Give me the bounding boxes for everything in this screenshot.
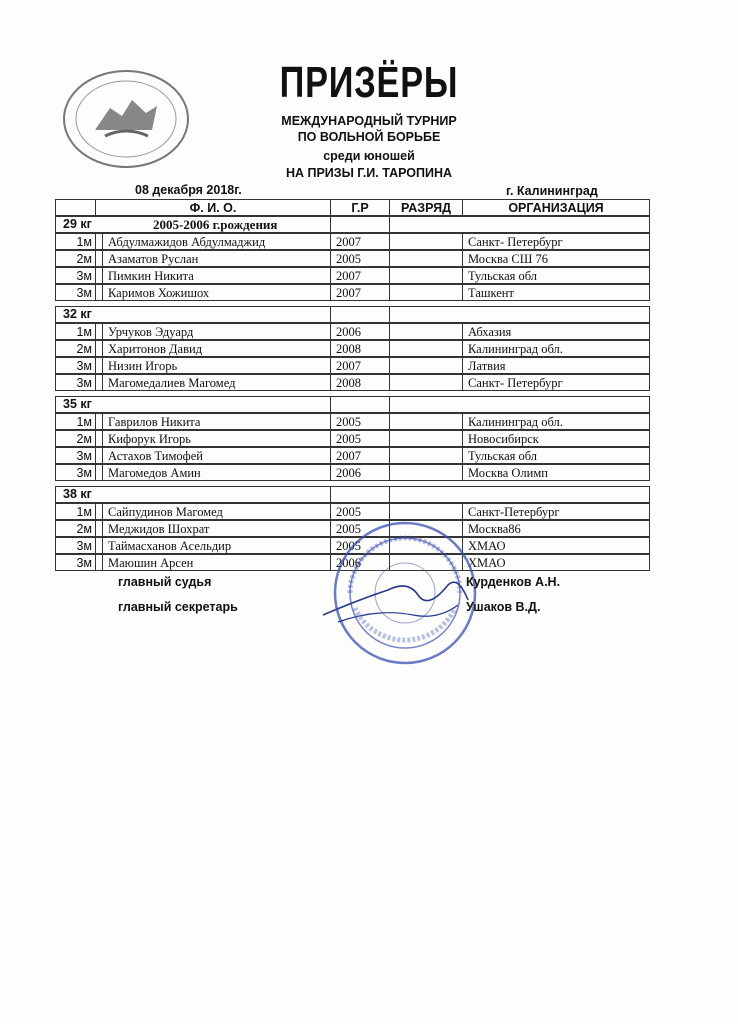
- subtitle-line: НА ПРИЗЫ Г.И. ТАРОПИНА: [285, 166, 453, 180]
- name-cell: Меджидов Шохрат: [102, 520, 330, 537]
- divider: [330, 396, 331, 413]
- year-cell: 2007: [330, 267, 389, 284]
- rank-cell: [389, 374, 462, 391]
- place-cell: 3м: [55, 464, 95, 481]
- org-cell: ХМАО: [462, 537, 650, 554]
- weight-class-row: [55, 486, 650, 503]
- header-rank: РАЗРЯД: [389, 199, 462, 216]
- rank-cell: [389, 357, 462, 374]
- place-cell: 1м: [55, 413, 95, 430]
- name-cell: Магомедов Амин: [102, 464, 330, 481]
- spacer-cell: [95, 430, 102, 447]
- spacer-cell: [95, 323, 102, 340]
- place-cell: 1м: [55, 233, 95, 250]
- table-header: [55, 199, 650, 216]
- spacer-cell: [95, 464, 102, 481]
- rank-cell: [389, 284, 462, 301]
- rank-cell: [389, 267, 462, 284]
- table-row: [55, 464, 650, 481]
- table-row: [55, 267, 650, 284]
- secretary-name: Ушаков В.Д.: [466, 600, 541, 614]
- rank-cell: [389, 464, 462, 481]
- subtitle-line: ПО ВОЛЬНОЙ БОРЬБЕ: [297, 130, 441, 144]
- divider: [389, 486, 390, 503]
- spacer-cell: [95, 554, 102, 571]
- place-cell: 2м: [55, 340, 95, 357]
- org-cell: Тульская обл: [462, 267, 650, 284]
- name-cell: Харитонов Давид: [102, 340, 330, 357]
- header-place: [55, 199, 95, 216]
- table-row: [55, 284, 650, 301]
- spacer-cell: [95, 503, 102, 520]
- divider: [330, 216, 331, 233]
- name-cell: Магомедалиев Магомед: [102, 374, 330, 391]
- year-cell: 2005: [330, 503, 389, 520]
- weight-class-label: 35 кг: [63, 397, 92, 411]
- name-cell: Астахов Тимофей: [102, 447, 330, 464]
- weight-class-label: 32 кг: [63, 307, 92, 321]
- spacer-cell: [95, 520, 102, 537]
- name-cell: Урчуков Эдуард: [102, 323, 330, 340]
- signature-scribble: [318, 560, 478, 630]
- year-cell: 2005: [330, 430, 389, 447]
- org-cell: Санкт- Петербург: [462, 233, 650, 250]
- rank-cell: [389, 413, 462, 430]
- spacer-cell: [95, 447, 102, 464]
- org-cell: Москва СШ 76: [462, 250, 650, 267]
- place-cell: 2м: [55, 250, 95, 267]
- year-cell: 2007: [330, 233, 389, 250]
- place-cell: 1м: [55, 323, 95, 340]
- header-name: Ф. И. О.: [95, 199, 330, 216]
- org-cell: Тульская обл: [462, 447, 650, 464]
- name-cell: Маюшин Арсен: [102, 554, 330, 571]
- weight-row-frame: [55, 396, 650, 413]
- table-row: [55, 430, 650, 447]
- year-cell: 2005: [330, 537, 389, 554]
- spacer-cell: [95, 413, 102, 430]
- name-cell: Низин Игорь: [102, 357, 330, 374]
- header-org: ОРГАНИЗАЦИЯ: [462, 199, 650, 216]
- name-cell: Абдулмажидов Абдулмаджид: [102, 233, 330, 250]
- divider: [330, 306, 331, 323]
- name-cell: Сайпудинов Магомед: [102, 503, 330, 520]
- place-cell: 3м: [55, 447, 95, 464]
- place-cell: 3м: [55, 357, 95, 374]
- org-cell: Санкт-Петербург: [462, 503, 650, 520]
- org-cell: Москва86: [462, 520, 650, 537]
- divider: [389, 306, 390, 323]
- org-cell: Калининград обл.: [462, 340, 650, 357]
- name-cell: Кифорук Игорь: [102, 430, 330, 447]
- table-row: [55, 413, 650, 430]
- org-cell: Латвия: [462, 357, 650, 374]
- weight-row-frame: [55, 486, 650, 503]
- place-cell: 3м: [55, 284, 95, 301]
- spacer-cell: [95, 374, 102, 391]
- spacer-cell: [95, 250, 102, 267]
- weight-class-row: [55, 306, 650, 323]
- year-cell: 2005: [330, 250, 389, 267]
- spacer-cell: [95, 267, 102, 284]
- spacer-cell: [95, 357, 102, 374]
- weight-class-row: [55, 396, 650, 413]
- table-row: [55, 233, 650, 250]
- results-table: [55, 199, 650, 571]
- name-cell: Каримов Хожишох: [102, 284, 330, 301]
- name-cell: Пимкин Никита: [102, 267, 330, 284]
- name-cell: Гаврилов Никита: [102, 413, 330, 430]
- table-row: [55, 323, 650, 340]
- year-cell: 2006: [330, 323, 389, 340]
- name-cell: Таймасханов Асельдир: [102, 537, 330, 554]
- spacer-cell: [95, 284, 102, 301]
- spacer-cell: [95, 233, 102, 250]
- org-cell: Ташкент: [462, 284, 650, 301]
- event-city: г. Калининград: [506, 184, 598, 198]
- place-cell: 1м: [55, 503, 95, 520]
- year-cell: 2005: [330, 413, 389, 430]
- year-cell: 2006: [330, 554, 389, 571]
- rank-cell: [389, 323, 462, 340]
- place-cell: 3м: [55, 374, 95, 391]
- divider: [389, 396, 390, 413]
- secretary-label: главный секретарь: [118, 600, 238, 614]
- org-cell: Санкт- Петербург: [462, 374, 650, 391]
- year-cell: 2005: [330, 520, 389, 537]
- weight-row-frame: [55, 306, 650, 323]
- org-cell: Калининград обл.: [462, 413, 650, 430]
- rank-cell: [389, 340, 462, 357]
- subtitle-line: среди юношей: [323, 149, 415, 163]
- year-cell: 2006: [330, 464, 389, 481]
- year-cell: 2008: [330, 374, 389, 391]
- rank-cell: [389, 430, 462, 447]
- spacer-cell: [95, 537, 102, 554]
- weight-class-label: 38 кг: [63, 487, 92, 501]
- org-cell: ХМАО: [462, 554, 650, 571]
- year-cell: 2007: [330, 284, 389, 301]
- rank-cell: [389, 250, 462, 267]
- spacer-cell: [95, 340, 102, 357]
- place-cell: 3м: [55, 554, 95, 571]
- org-cell: Абхазия: [462, 323, 650, 340]
- name-cell: Азаматов Руслан: [102, 250, 330, 267]
- weight-class-label: 29 кг: [63, 217, 92, 231]
- org-cell: Новосибирск: [462, 430, 650, 447]
- place-cell: 3м: [55, 537, 95, 554]
- judge-name: Курденков А.Н.: [466, 575, 561, 589]
- place-cell: 2м: [55, 520, 95, 537]
- table-row: [55, 250, 650, 267]
- judge-label: главный судья: [118, 575, 212, 589]
- table-row: [55, 340, 650, 357]
- year-cell: 2007: [330, 357, 389, 374]
- divider: [389, 216, 390, 233]
- page-title: ПРИЗЁРЫ: [279, 58, 459, 107]
- birth-years-note: 2005-2006 г.рождения: [153, 217, 278, 232]
- place-cell: 2м: [55, 430, 95, 447]
- subtitle-line: МЕЖДУНАРОДНЫЙ ТУРНИР: [281, 114, 457, 128]
- place-cell: 3м: [55, 267, 95, 284]
- divider: [330, 486, 331, 503]
- header-year: Г.Р: [330, 199, 389, 216]
- weight-class-row: [55, 216, 650, 233]
- table-row: [55, 447, 650, 464]
- year-cell: 2008: [330, 340, 389, 357]
- event-date: 08 декабря 2018г.: [135, 183, 242, 197]
- year-cell: 2007: [330, 447, 389, 464]
- table-row: [55, 357, 650, 374]
- table-row: [55, 374, 650, 391]
- org-cell: Москва Олимп: [462, 464, 650, 481]
- rank-cell: [389, 447, 462, 464]
- weight-row-frame: [55, 216, 650, 233]
- rank-cell: [389, 233, 462, 250]
